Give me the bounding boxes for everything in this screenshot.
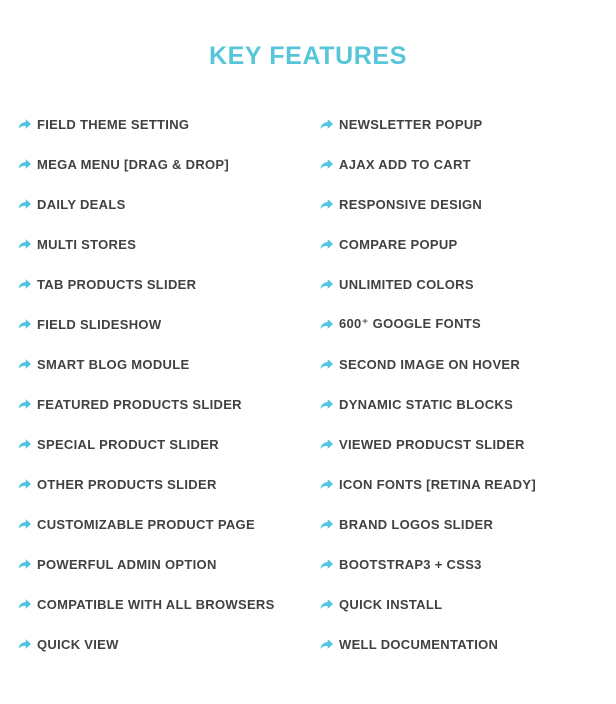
feature-label: AJAX ADD TO CART bbox=[339, 156, 471, 172]
feature-label: BOOTSTRAP3 + CSS3 bbox=[339, 556, 482, 572]
feature-item bbox=[18, 184, 320, 224]
feature-label: MEGA MENU [DRAG & DROP] bbox=[37, 156, 230, 172]
arrow-right-icon bbox=[18, 158, 31, 171]
feature-item bbox=[320, 264, 606, 304]
feature-item bbox=[18, 344, 320, 384]
feature-item bbox=[18, 464, 320, 504]
feature-label: OTHER PRODUCTS SLIDER bbox=[37, 476, 217, 492]
feature-label: DYNAMIC STATIC BLOCKS bbox=[339, 396, 514, 412]
feature-item bbox=[18, 384, 320, 424]
feature-item bbox=[320, 344, 606, 384]
arrow-right-icon bbox=[18, 238, 31, 251]
arrow-right-icon bbox=[320, 278, 333, 291]
feature-label: SECOND IMAGE ON HOVER bbox=[339, 356, 521, 372]
arrow-right-icon bbox=[320, 318, 333, 331]
feature-item bbox=[18, 264, 320, 304]
arrow-right-icon bbox=[18, 558, 31, 571]
feature-item bbox=[320, 624, 606, 664]
feature-label: FIELD SLIDESHOW bbox=[37, 316, 162, 332]
feature-label: UNLIMITED COLORS bbox=[339, 276, 474, 292]
arrow-right-icon bbox=[18, 318, 31, 331]
feature-item bbox=[320, 304, 606, 344]
feature-label: CUSTOMIZABLE PRODUCT PAGE bbox=[37, 516, 255, 532]
arrow-right-icon bbox=[18, 478, 31, 491]
feature-item bbox=[320, 424, 606, 464]
feature-label: FEATURED PRODUCTS SLIDER bbox=[37, 396, 242, 412]
arrow-right-icon bbox=[18, 518, 31, 531]
feature-label: MULTI STORES bbox=[37, 236, 137, 252]
arrow-right-icon bbox=[18, 598, 31, 611]
features-column-left bbox=[18, 104, 320, 664]
arrow-right-icon bbox=[320, 118, 333, 131]
arrow-right-icon bbox=[18, 638, 31, 651]
feature-label: NEWSLETTER POPUP bbox=[339, 116, 483, 132]
arrow-right-icon bbox=[320, 558, 333, 571]
feature-label: QUICK INSTALL bbox=[339, 596, 443, 612]
arrow-right-icon bbox=[320, 358, 333, 371]
arrow-right-icon bbox=[320, 518, 333, 531]
feature-item bbox=[320, 584, 606, 624]
arrow-right-icon bbox=[320, 638, 333, 651]
feature-label: DAILY DEALS bbox=[37, 196, 126, 212]
feature-label: TAB PRODUCTS SLIDER bbox=[37, 276, 197, 292]
arrow-right-icon bbox=[320, 198, 333, 211]
features-column-right bbox=[320, 104, 606, 664]
page-title: KEY FEATURES bbox=[209, 42, 407, 70]
arrow-right-icon bbox=[320, 478, 333, 491]
arrow-right-icon bbox=[320, 238, 333, 251]
feature-item bbox=[18, 424, 320, 464]
arrow-right-icon bbox=[18, 358, 31, 371]
arrow-right-icon bbox=[320, 438, 333, 451]
arrow-right-icon bbox=[18, 198, 31, 211]
feature-label: WELL DOCUMENTATION bbox=[339, 636, 499, 652]
feature-label: ICON FONTS [RETINA READY] bbox=[339, 476, 536, 492]
feature-label: RESPONSIVE DESIGN bbox=[339, 196, 483, 212]
feature-item bbox=[18, 104, 320, 144]
arrow-right-icon bbox=[320, 158, 333, 171]
arrow-right-icon bbox=[18, 118, 31, 131]
features-list bbox=[0, 104, 616, 664]
arrow-right-icon bbox=[320, 398, 333, 411]
feature-item bbox=[18, 544, 320, 584]
feature-label: SPECIAL PRODUCT SLIDER bbox=[37, 436, 219, 452]
feature-item bbox=[18, 224, 320, 264]
arrow-right-icon bbox=[18, 438, 31, 451]
arrow-right-icon bbox=[320, 598, 333, 611]
feature-item bbox=[18, 584, 320, 624]
feature-item bbox=[320, 104, 606, 144]
feature-label: SMART BLOG MODULE bbox=[37, 356, 190, 372]
arrow-right-icon bbox=[18, 398, 31, 411]
feature-label: COMPATIBLE WITH ALL BROWSERS bbox=[37, 596, 275, 612]
feature-item bbox=[320, 544, 606, 584]
feature-item bbox=[320, 144, 606, 184]
feature-label: POWERFUL ADMIN OPTION bbox=[37, 556, 217, 572]
feature-label: 600⁺ GOOGLE FONTS bbox=[339, 316, 481, 331]
feature-item bbox=[18, 504, 320, 544]
feature-label: FIELD THEME SETTING bbox=[37, 116, 190, 132]
feature-item bbox=[18, 304, 320, 344]
feature-label: COMPARE POPUP bbox=[339, 236, 458, 252]
feature-label: QUICK VIEW bbox=[37, 636, 119, 652]
arrow-right-icon bbox=[18, 278, 31, 291]
feature-item bbox=[320, 184, 606, 224]
feature-item bbox=[18, 624, 320, 664]
feature-item bbox=[320, 464, 606, 504]
feature-item bbox=[320, 224, 606, 264]
feature-item bbox=[18, 144, 320, 184]
feature-label: VIEWED PRODUCST SLIDER bbox=[339, 436, 525, 452]
feature-item bbox=[320, 504, 606, 544]
feature-label: BRAND LOGOS SLIDER bbox=[339, 516, 494, 532]
feature-item bbox=[320, 384, 606, 424]
